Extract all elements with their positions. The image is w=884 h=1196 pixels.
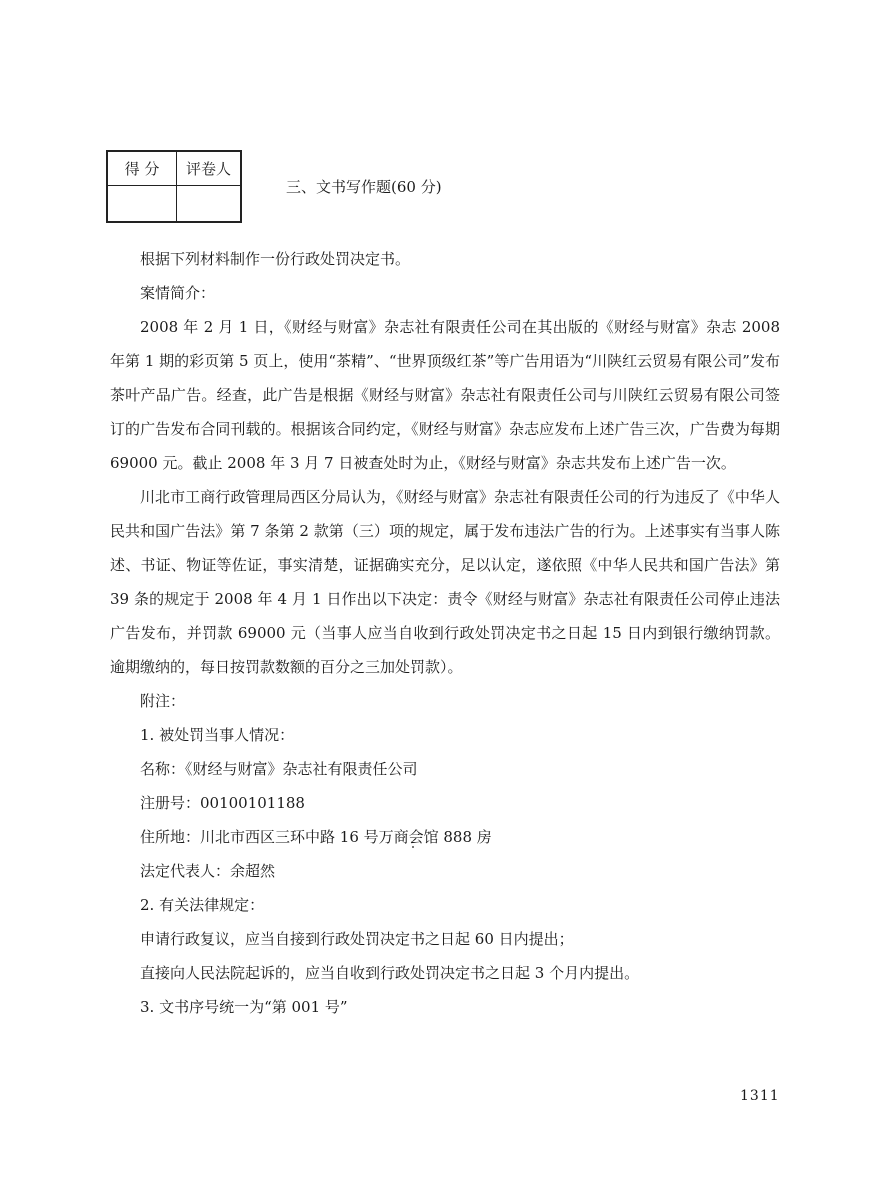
registration-number: 注册号：00100101188 — [140, 794, 305, 812]
decision-paragraph: 川北市工商行政管理局西区分局认为，《财经与财富》杂志社有限责任公司的行为违反了《中华人民共和国广告法》第 7 条第 2 款第（三）项的规定，属于发布违法广告的行为。上述事实有当事人陈述、书证、物证等佐证，事实清楚，证据确实充分，足以认定，遂依照《中华人民共和国广告法》第 39 条的规定于 2008 年 4 月 1 日作出以下决定：责令《财经与财富》杂志社有限责任公司停止违法广告发布，并罚款 69000 元（当事人应当自收到行政处罚决定书之日起 15 日内到银行缴纳罚款。逾期缴纳的，每日按罚款数额的百分之三加处罚款）。 — [110, 488, 780, 676]
document-body — [110, 242, 780, 1024]
score-label: 得 分 — [107, 151, 177, 186]
legal-representative: 法定代表人：余超然 — [140, 862, 276, 880]
lawsuit-rule: 直接向人民法院起诉的，应当自收到行政处罚决定书之日起 3 个月内提出。 — [140, 964, 640, 982]
review-rule: 申请行政复议，应当自接到行政处罚决定书之日起 60 日内提出； — [140, 930, 574, 948]
score-table — [106, 150, 242, 223]
instruction-paragraph: 根据下列材料制作一份行政处罚决定书。 — [140, 250, 411, 268]
note-1-heading: 1. 被处罚当事人情况： — [140, 726, 295, 744]
note-3-document-number: 3. 文书序号统一为“第 001 号” — [140, 998, 348, 1016]
party-address: 住所地：川北市西区三环中路 16 号万商会馆 888 房 — [140, 828, 492, 846]
score-cell — [107, 186, 177, 223]
party-name: 名称：《财经与财富》杂志社有限责任公司 — [140, 760, 418, 778]
case-facts-paragraph: 2008 年 2 月 1 日，《财经与财富》杂志社有限责任公司在其出版的《财经与财富》杂志 2008 年第 1 期的彩页第 5 页上，使用“茶精”、“世界顶级红茶”等广告用语为“川陕红云贸易有限公司”发布茶叶产品广告。经查，此广告是根据《财经与财富》杂志社有限责任公司与川陕红云贸易有限公司签订的广告发布合同刊载的。根据该合同约定，《财经与财富》杂志应发布上述广告三次，广告费为每期 69000 元。截止 2008 年 3 月 7 日被查处时为止，《财经与财富》杂志共发布上述广告一次。 — [110, 318, 780, 472]
grader-label: 评卷人 — [177, 151, 242, 186]
notes-label: 附注： — [140, 692, 186, 710]
case-summary-label: 案情简介： — [140, 284, 216, 302]
scan-speck — [412, 846, 414, 848]
page-number: 1311 — [740, 1088, 780, 1104]
section-heading: 三、文书写作题(60 分) — [286, 178, 442, 196]
note-2-heading: 2. 有关法律规定： — [140, 896, 265, 914]
grader-cell — [177, 186, 242, 223]
